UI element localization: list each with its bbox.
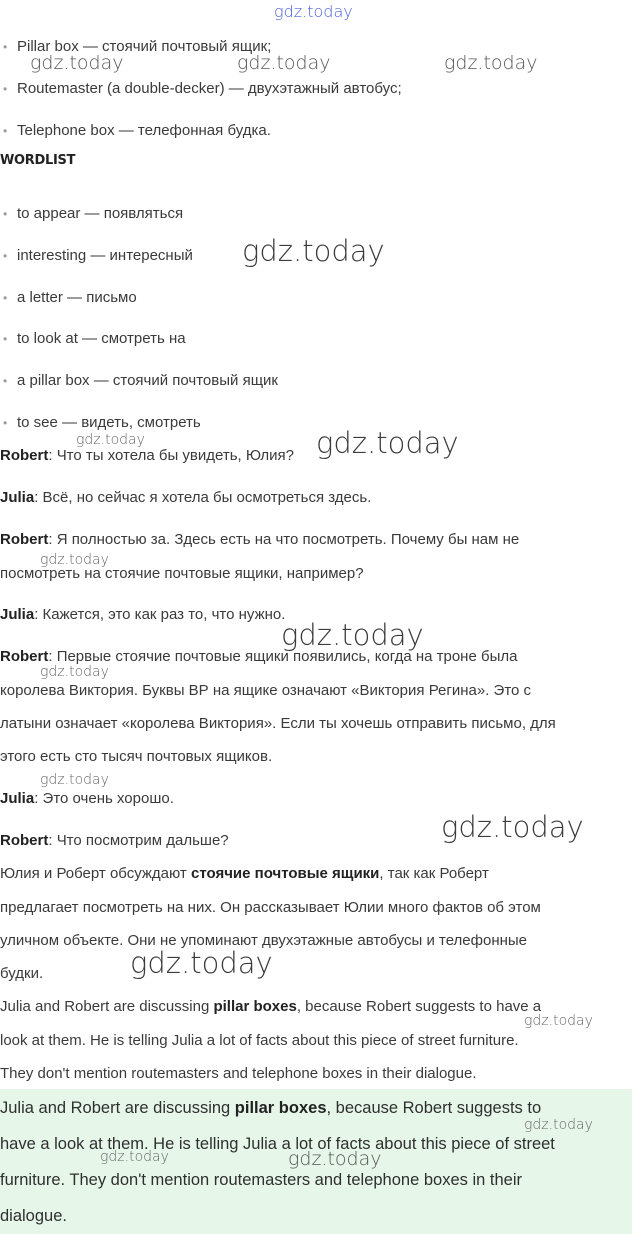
list-item: • Routemaster (a double-decker) — двухэтажный автобус; bbox=[17, 79, 402, 99]
watermark: gdz.today bbox=[30, 52, 124, 74]
watermark: gdz.today bbox=[524, 1117, 593, 1133]
watermark: gdz.today bbox=[524, 1013, 593, 1029]
watermark: gdz.today bbox=[242, 234, 385, 268]
list-item: • Pillar box — стоячий почтовый ящик; bbox=[17, 37, 271, 57]
speaker: Julia bbox=[0, 606, 35, 623]
summary-en-line: look at them. He is telling Julia a lot of facts about this piece of street furniture. bbox=[0, 1032, 519, 1049]
list-item: • Telephone box — телефонная будка. bbox=[17, 121, 271, 141]
answer-line: have a look at them. He is telling Julia a lot of facts about this piece of street bbox=[0, 1135, 555, 1153]
speaker: Robert bbox=[0, 832, 49, 849]
list-item: • a pillar box — стоячий почтовый ящик bbox=[17, 371, 278, 391]
dialogue-text: Я полностью за. Здесь есть на что посмотреть. Почему бы нам не bbox=[56, 531, 520, 548]
list-item: • to look at — смотреть на bbox=[17, 329, 186, 349]
list-item: • to appear — появляться bbox=[17, 204, 183, 224]
summary-ru-line: уличном объекте. Они не упоминают двухэтажные автобусы и телефонные bbox=[0, 932, 528, 949]
dialogue-line: Julia: Кажется, это как раз то, что нужно. bbox=[0, 606, 286, 623]
summary-ru-line bbox=[0, 864, 489, 884]
list-item: • a letter — письмо bbox=[17, 288, 137, 308]
text: , because Robert suggests to have a bbox=[296, 998, 542, 1015]
watermark: gdz.today bbox=[441, 810, 584, 844]
summary-ru-line: будки. bbox=[0, 965, 44, 982]
dialogue-text: латыни означает «королева Виктория». Если ты хочешь отправить письмо, для bbox=[0, 715, 556, 732]
watermark: gdz.today bbox=[40, 552, 109, 568]
watermark: gdz.today bbox=[281, 618, 424, 652]
text: Julia and Robert are discussing bbox=[0, 998, 214, 1015]
bold-text: стоячие почтовые ящики bbox=[190, 865, 380, 882]
watermark: gdz.today bbox=[40, 664, 109, 680]
watermark: gdz.today bbox=[274, 2, 353, 21]
watermark: gdz.today bbox=[237, 52, 331, 74]
dialogue-line: Julia: Это очень хорошо. bbox=[0, 790, 174, 807]
list-item: • interesting — интересный bbox=[17, 246, 193, 266]
watermark: gdz.today bbox=[76, 432, 145, 448]
text: Julia and Robert are discussing bbox=[0, 1099, 235, 1117]
summary-en-line: They don't mention routemasters and telephone boxes in their dialogue. bbox=[0, 1065, 477, 1082]
wordlist-heading: WORDLIST bbox=[0, 153, 76, 168]
dialogue-line: Robert: Что посмотрим дальше? bbox=[0, 832, 229, 849]
watermark: gdz.today bbox=[40, 772, 109, 788]
list-item: • to see — видеть, смотреть bbox=[17, 413, 201, 433]
speaker: Julia bbox=[0, 489, 35, 506]
speaker: Julia bbox=[0, 790, 35, 807]
dialogue-text: Кажется, это как раз то, что нужно. bbox=[42, 606, 286, 623]
dialogue-line: Robert: Первые стоячие почтовые ящики появились, когда на троне была bbox=[0, 648, 518, 665]
text: , так как Роберт bbox=[379, 865, 489, 882]
dialogue-line: Robert: Что ты хотела бы увидеть, Юлия? bbox=[0, 447, 294, 464]
answer-line: furniture. They don't mention routemasters and telephone boxes in their bbox=[0, 1171, 522, 1189]
dialogue-text: этого есть сто тысяч почтовых ящиков. bbox=[0, 748, 273, 765]
dialogue-text: Первые стоячие почтовые ящики появились, когда на троне была bbox=[56, 648, 518, 665]
watermark: gdz.today bbox=[316, 426, 459, 460]
bold-text: pillar boxes bbox=[213, 998, 297, 1015]
dialogue-text: королева Виктория. Буквы ВР на ящике означают «Виктория Регина». Это с bbox=[0, 682, 532, 699]
answer-line: dialogue. bbox=[0, 1207, 67, 1225]
watermark: gdz.today bbox=[444, 52, 538, 74]
dialogue-text: Что посмотрим дальше? bbox=[56, 832, 229, 849]
speaker: Robert bbox=[0, 531, 49, 548]
speaker: Robert bbox=[0, 648, 49, 665]
text: , because Robert suggests to bbox=[326, 1099, 542, 1117]
dialogue-text: посмотреть на стоячие почтовые ящики, например? bbox=[0, 565, 364, 582]
speaker: Robert bbox=[0, 447, 49, 464]
dialogue-text: Что ты хотела бы увидеть, Юлия? bbox=[56, 447, 294, 464]
watermark: gdz.today bbox=[288, 1148, 382, 1170]
text: Юлия и Роберт обсуждают bbox=[0, 865, 191, 882]
watermark: gdz.today bbox=[130, 946, 273, 980]
summary-ru-line: предлагает посмотреть на них. Он рассказывает Юлии много фактов об этом bbox=[0, 899, 541, 916]
dialogue-line: Robert: Я полностью за. Здесь есть на что посмотреть. Почему бы нам не bbox=[0, 531, 520, 548]
summary-en-line bbox=[0, 997, 541, 1017]
dialogue-text: Всё, но сейчас я хотела бы осмотреться здесь. bbox=[42, 489, 372, 506]
dialogue-text: Это очень хорошо. bbox=[42, 790, 174, 807]
dialogue-line: Julia: Всё, но сейчас я хотела бы осмотреться здесь. bbox=[0, 489, 372, 506]
bold-text: pillar boxes bbox=[234, 1099, 327, 1117]
watermark: gdz.today bbox=[100, 1149, 169, 1165]
answer-line bbox=[0, 1098, 541, 1118]
